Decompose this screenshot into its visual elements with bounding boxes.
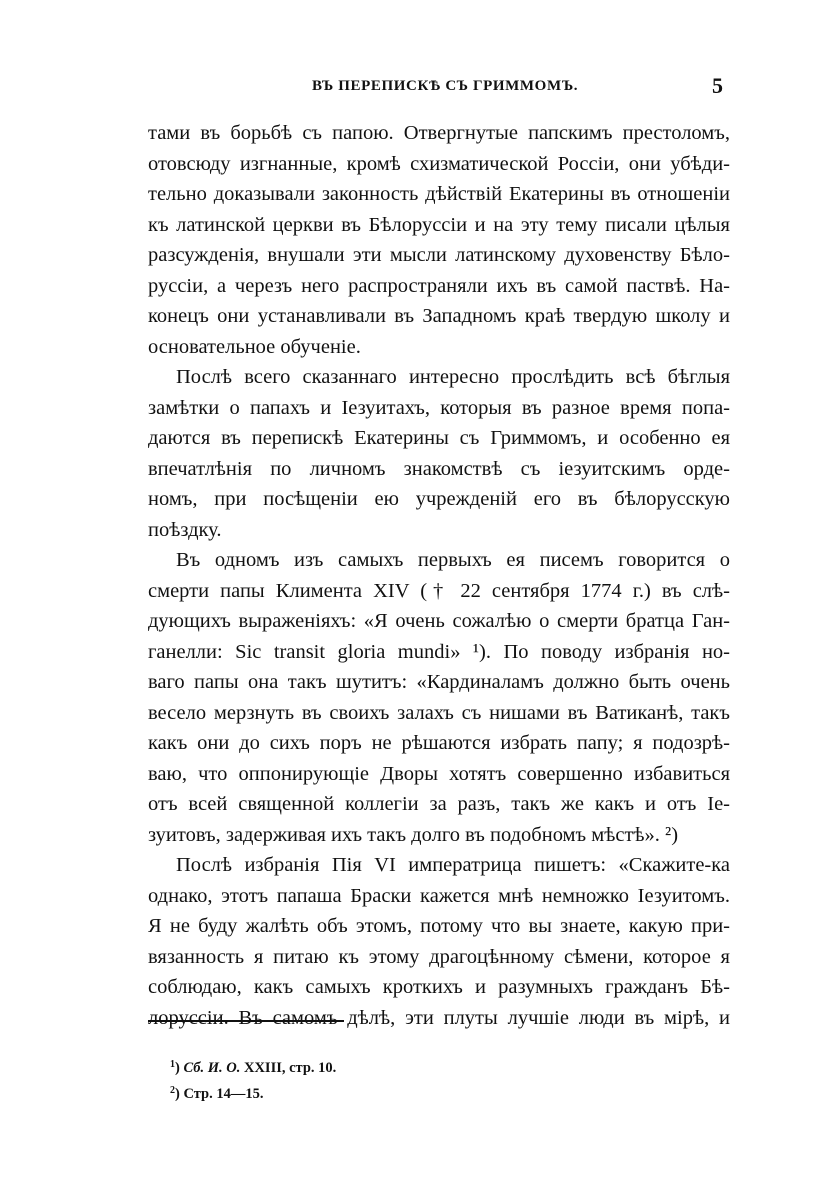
text-line: смерти папы Климента XIV († 22 сентября 1774 г.) въ слѣ- [148, 579, 730, 602]
text-line: зуитовъ, задерживая ихъ такъ долго въ подобномъ мѣстѣ». ²) [148, 823, 679, 846]
text-line: тельно доказывали законность дѣйствій Екатерины въ отношеніи [148, 183, 730, 205]
text-line: тами въ борьбѣ съ папою. Отвергнутые папскимъ престоломъ, [148, 122, 730, 144]
text-line: номъ, при посѣщеніи ею учрежденій его въ бѣлорусскую [148, 488, 730, 510]
footnote-1 [170, 1052, 336, 1078]
footnote-text: Стр. 14—15. [179, 1086, 264, 1102]
footnote-marker: 1 [170, 1059, 175, 1070]
footnote-paren: ) [175, 1060, 180, 1076]
text-line: отъ всей священной коллегіи за разъ, такъ же какъ и отъ Іе- [148, 793, 730, 815]
text-line: дующихъ выраженіяхъ: «Я очень сожалѣю о смерти братца Ган- [148, 610, 730, 632]
footnotes [170, 1052, 336, 1104]
running-title: ВЪ ПЕРЕПИСКѢ СЪ ГРИММОМЪ. [312, 78, 579, 94]
text-line: соблюдаю, какъ самыхъ кроткихъ и разумныхъ гражданъ Бѣ- [148, 976, 730, 998]
text-line: Въ одномъ изъ самыхъ первыхъ ея писемъ говорится о [176, 549, 730, 571]
text-line: Послѣ всего сказаннаго интересно прослѣдить всѣ бѣглыя [176, 366, 730, 388]
text-line: руссіи, а черезъ него распространяли ихъ въ самой паствѣ. На- [148, 274, 730, 297]
text-line: отовсюду изгнанные, кромѣ схизматической Россіи, они убѣди- [148, 152, 730, 175]
text-line: Я не буду жалѣть объ этомъ, потому что вы знаете, какую при- [148, 915, 730, 937]
text-line: конецъ они устанавливали въ Западномъ краѣ твердую школу и [148, 305, 730, 327]
text-line: ваю, что оппонирующіе Дворы хотятъ совершенно избавиться [148, 762, 730, 785]
text-line: основательное обученіе. [148, 335, 361, 358]
paragraph-3 [148, 545, 730, 850]
text-line: однако, этотъ папаша Браски кажется мнѣ немножко Іезуитомъ. [148, 884, 730, 907]
text-line: лоруссіи. Въ самомъ дѣлѣ, эти плуты лучшіе люди въ мірѣ, и [148, 1006, 730, 1029]
paragraph-2 [148, 362, 730, 545]
text-line: ваго папы она такъ шутитъ: «Кардиналамъ должно быть очень [148, 671, 730, 693]
footnote-source: Сб. И. О. [183, 1060, 241, 1076]
footnote-marker: 2 [170, 1085, 175, 1096]
body-text [148, 118, 730, 1033]
text-line: впечатлѣнія по личномъ знакомствѣ съ іезуитскимъ орде- [148, 457, 730, 480]
footnote-2 [170, 1078, 336, 1104]
text-line: какъ они до сихъ поръ не рѣшаются избрать папу; я подозрѣ- [148, 732, 730, 754]
text-line: вязанность я питаю къ этому драгоцѣнному сѣмени, которое я [148, 945, 730, 968]
footnote-paren: ) [175, 1086, 180, 1102]
text-line: къ латинской церкви въ Бѣлоруссіи и на эту тему писали цѣлыя [148, 213, 730, 236]
text-line: Послѣ избранія Пія VI императрица пишетъ: «Скажите-ка [176, 854, 730, 876]
text-line: даются въ перепискѣ Екатерины съ Гриммомъ, и особенно ея [148, 427, 730, 449]
text-line: ганелли: Sic transit gloria mundi» ¹). По поводу избранія но- [148, 640, 730, 663]
text-line: замѣтки о папахъ и Іезуитахъ, которыя въ разное время попа- [148, 396, 730, 419]
paragraph-4 [148, 850, 730, 1033]
page-number: 5 [712, 73, 723, 98]
text-line: поѣздку. [148, 518, 222, 541]
text-line: разсужденія, внушали эти мысли латинскому духовенству Бѣло- [148, 244, 730, 266]
paragraph-1 [148, 118, 730, 362]
text-line: весело мерзнуть въ своихъ залахъ съ нишами въ Ватиканѣ, такъ [148, 701, 730, 724]
footnote-separator [148, 1020, 344, 1022]
footnote-text: XXIII, стр. 10. [240, 1060, 337, 1076]
